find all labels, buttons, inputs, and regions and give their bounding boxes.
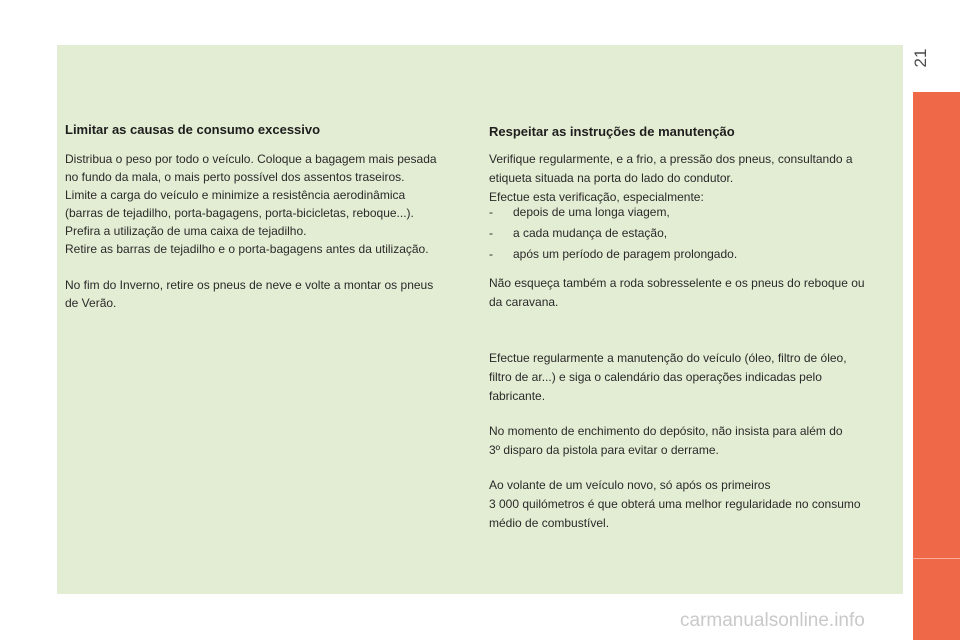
intro-line: Efectue esta verificação, especialmente: (489, 190, 704, 204)
spare-line: Não esqueça também a roda sobresselente e os pneus do reboque ou (489, 276, 865, 290)
chapter-side-tab (913, 92, 960, 640)
side-tab-divider (913, 558, 960, 559)
left-line: (barras de tejadilho, porta-bagagens, porta-bicicletas, reboque...). (65, 206, 414, 220)
right-column (489, 120, 899, 533)
left-line: Retire as barras de tejadilho e o porta-bagagens antes da utilização. (65, 242, 429, 256)
winter-line: No fim do Inverno, retire os pneus de neve e volte a montar os pneus (65, 278, 434, 292)
refuel-line: No momento de enchimento do depósito, não insista para além do (489, 424, 843, 438)
left-line: Prefira a utilização de uma caixa de tejadilho. (65, 224, 307, 238)
intro-line: Verifique regularmente, e a frio, a pressão dos pneus, consultando a (489, 152, 853, 166)
refuel-line: 3º disparo da pistola para evitar o derrame. (489, 443, 719, 457)
list-item: - a cada mudança de estação, (489, 224, 899, 242)
left-line: Distribua o peso por todo o veículo. Coloque a bagagem mais pesada (65, 152, 437, 166)
left-line: no fundo da mala, o mais perto possível dos assentos traseiros. (65, 170, 405, 184)
list-item: - após um período de paragem prolongado. (489, 245, 899, 263)
maintenance-line: fabricante. (489, 389, 546, 403)
left-column (65, 120, 475, 312)
maintenance-line: filtro de ar...) e siga o calendário das operações indicadas pelo (489, 370, 822, 384)
new-vehicle-line: Ao volante de um veículo novo, só após os primeiros (489, 478, 771, 492)
left-heading: Limitar as causas de consumo excessivo (65, 122, 321, 137)
new-vehicle-line: médio de combustível. (489, 516, 610, 530)
winter-line: de Verão. (65, 296, 117, 310)
maintenance-line: Efectue regularmente a manutenção do veículo (óleo, filtro de óleo, (489, 351, 847, 365)
intro-line: etiqueta situada na porta do lado do condutor. (489, 171, 734, 185)
page-number: 21 (911, 48, 930, 68)
list-item: - depois de uma longa viagem, (489, 203, 899, 221)
watermark: carmanualsonline.info (680, 610, 865, 631)
left-line: Limite a carga do veículo e minimize a resistência aerodinâmica (65, 188, 406, 202)
right-heading: Respeitar as instruções de manutenção (489, 124, 735, 139)
check-list (489, 203, 899, 263)
new-vehicle-line: 3 000 quilómetros é que obterá uma melhor regularidade no consumo (489, 497, 861, 511)
spare-line: da caravana. (489, 295, 559, 309)
